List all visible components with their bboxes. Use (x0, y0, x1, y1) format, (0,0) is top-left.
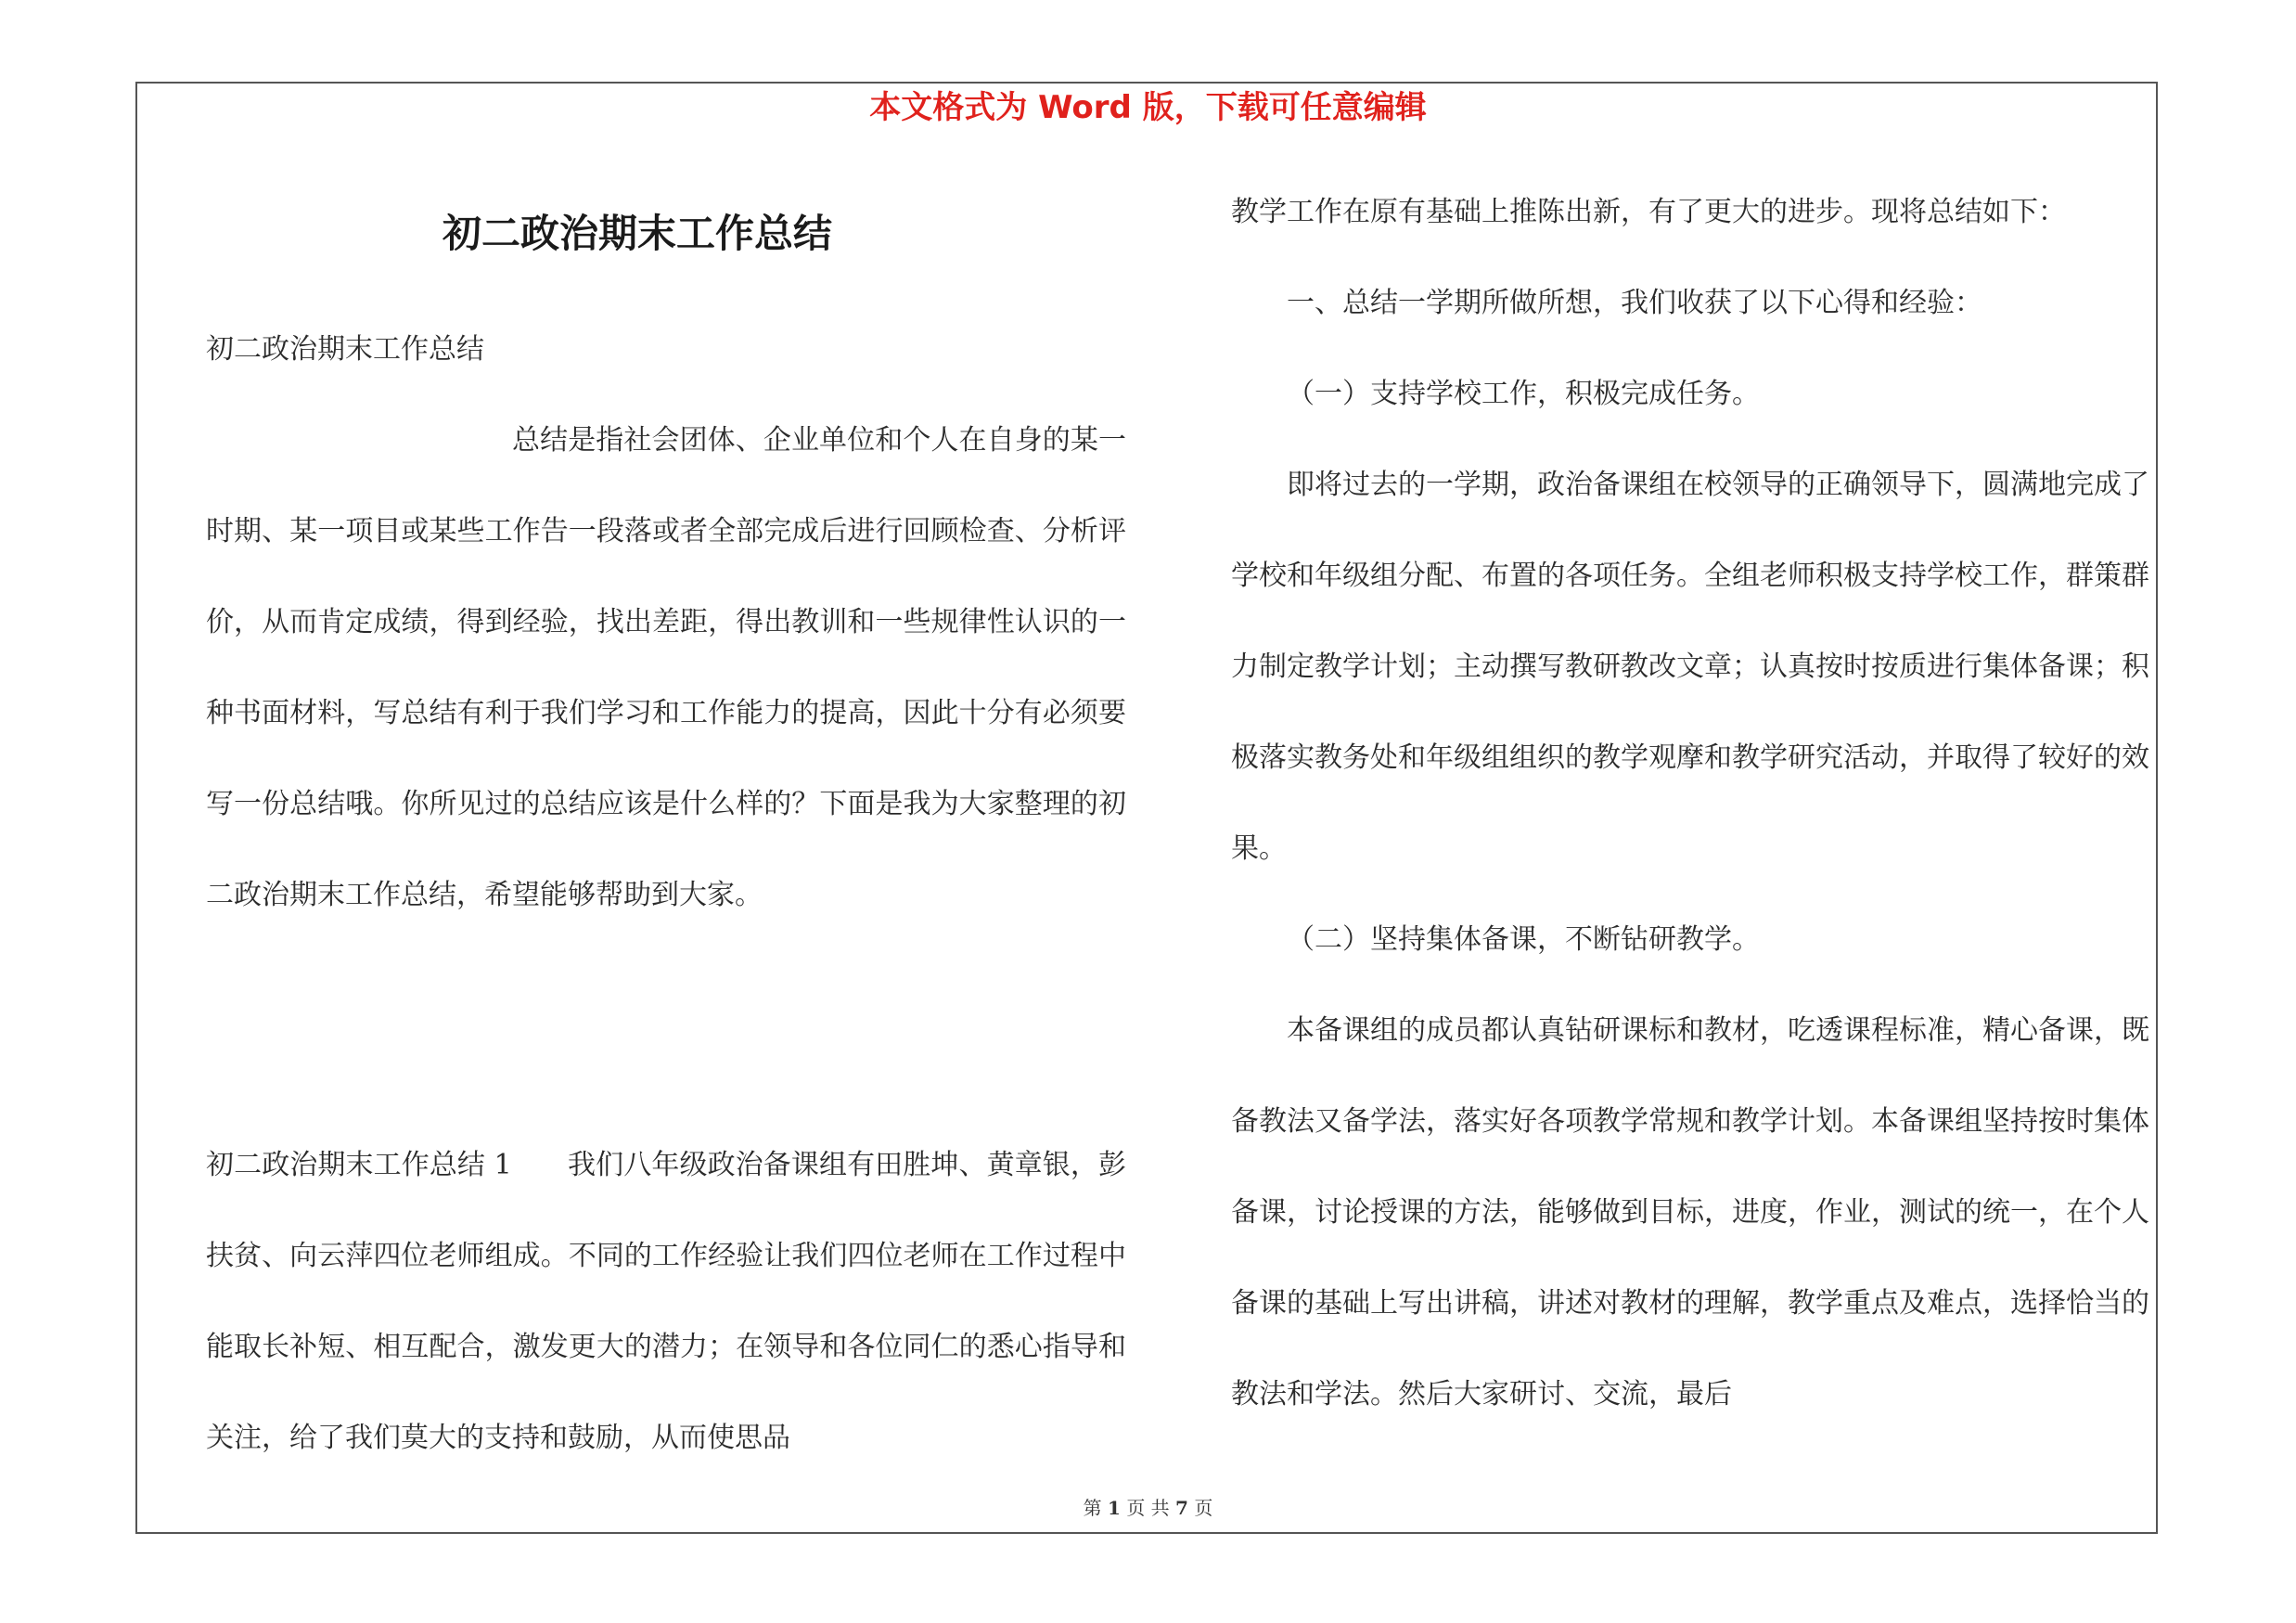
summary-1-paragraph: 初二政治期末工作总结 1 我们八年级政治备课组有田胜坤、黄章银，彭扶贫、向云萍四位老师组成。不同的工作经验让我们四位老师在工作过程中能取长补短、相互配合，激发更大的潜力；在领导和各位同仁的悉心指导和关注，给了我们莫大的支持和鼓励，从而使思品 (206, 1149, 1126, 1454)
page-footer (0, 1494, 2296, 1522)
subsection-2-paragraph: 本备课组的成员都认真钻研课标和教材，吃透课程标准，精心备课，既备教法又备学法，落实好各项教学常规和教学计划。本备课组坚持按时集体备课，讨论授课的方法，能够做到目标，进度，作业，测试的统一，在个人备课的基础上写出讲稿，讲述对教材的理解，教学重点及难点，选择恰当的教法和学法。然后大家研讨、交流，最后 (1231, 1014, 2149, 1410)
format-banner: 本文格式为 Word 版，下载可任意编辑 (869, 89, 1427, 126)
footer-middle: 页 共 (1126, 1497, 1170, 1519)
current-page-number: 1 (1108, 1497, 1121, 1519)
footer-suffix: 页 (1194, 1497, 1213, 1519)
intro-paragraph: 总结是指社会团体、企业单位和个人在自身的某一时期、某一项目或某些工作告一段落或者全部完成后进行回顾检查、分析评价，从而肯定成绩，得到经验，找出差距，得出教训和一些规律性认识的一种书面材料，写总结有利于我们学习和工作能力的提高，因此十分有必须要写一份总结哦。你所见过的总结应该是什么样的？下面是我为大家整理的初二政治期末工作总结，希望能够帮助到大家。 (206, 424, 1126, 911)
subsection-heading-2: （二）坚持集体备课，不断钻研教学。 (1287, 923, 1760, 956)
footer-prefix: 第 (1083, 1497, 1102, 1519)
section-heading-1: 一、总结一学期所做所想，我们收获了以下心得和经验： (1287, 287, 1982, 319)
document-title: 初二政治期末工作总结 (442, 211, 832, 256)
total-page-number: 7 (1175, 1497, 1188, 1519)
continuation-paragraph: 教学工作在原有基础上推陈出新，有了更大的进步。现将总结如下： (1231, 196, 2066, 228)
left-subtitle: 初二政治期末工作总结 (206, 333, 484, 366)
subsection-1-paragraph: 即将过去的一学期，政治备课组在校领导的正确领导下，圆满地完成了学校和年级组分配、布置的各项任务。全组老师积极支持学校工作，群策群力制定教学计划；主动撰写教研教改文章；认真按时按质进行集体备课；积极落实教务处和年级组组织的教学观摩和教学研究活动，并取得了较好的效果。 (1231, 469, 2149, 865)
subsection-heading-1: （一）支持学校工作，积极完成任务。 (1287, 378, 1760, 410)
